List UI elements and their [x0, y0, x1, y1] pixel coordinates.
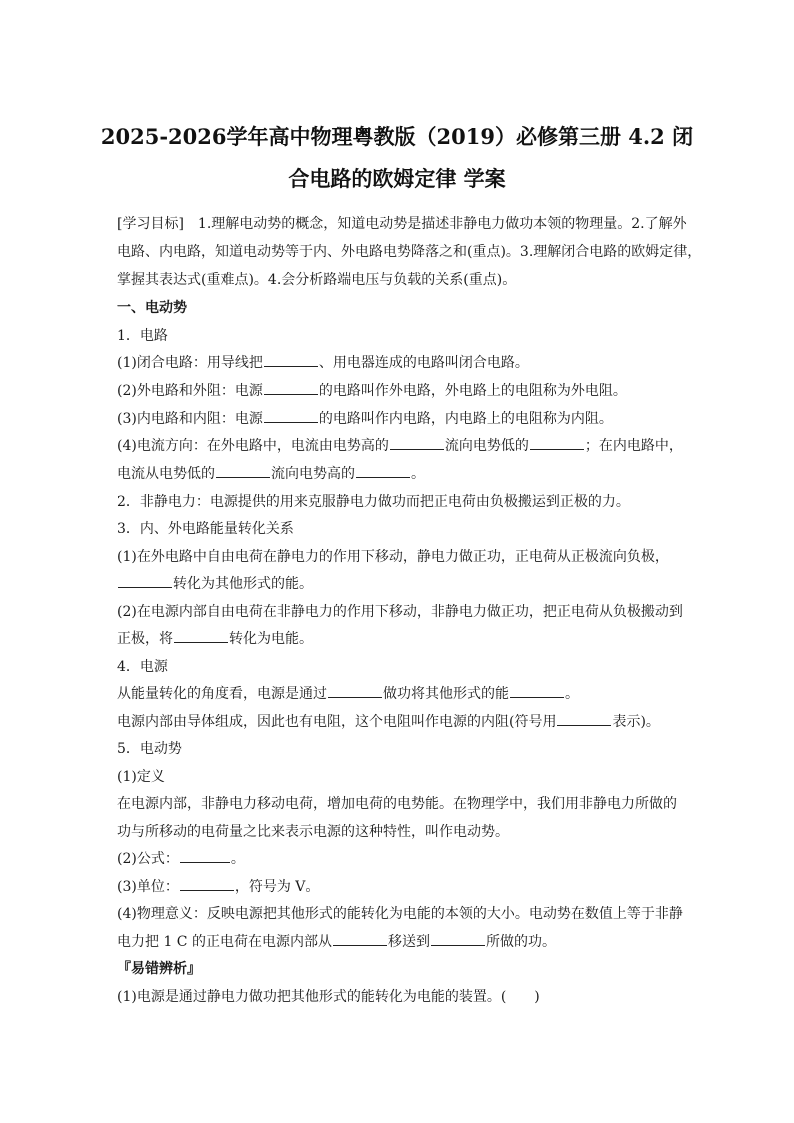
fill-blank: [510, 683, 564, 698]
energy-line-1: (1)在外电路中自由电荷在静电力的作用下移动，静电力做正功，正电荷从正极流向负极，: [117, 549, 669, 565]
fill-blank: [328, 683, 382, 698]
pitfall-question-1: (1)电源是通过静电力做功把其他形式的能转化为电能的装置。( ): [117, 989, 540, 1005]
definition-heading: (1)定义: [117, 769, 165, 785]
fill-blank: [557, 711, 611, 726]
source-line-1: 从能量转化的角度看，电源是通过 做功将其他形式的能 。: [117, 683, 579, 703]
fill-blank: [180, 876, 234, 891]
pitfall-heading: 『易错辨析』: [117, 961, 201, 977]
current-direction-line-1: (4)电流方向：在外电路中，电流由电势高的 流向电势低的 ；在内电路中，: [117, 435, 683, 455]
objectives-line-3: 掌握其表达式(重难点)。4.会分析路端电压与负载的关系(重点)。: [117, 272, 517, 288]
energy-line-4: 正极，将 转化为电能。: [117, 628, 313, 648]
item-heading-source: 4．电源: [117, 659, 168, 675]
fill-blank: [356, 463, 410, 478]
external-circuit-line: (2)外电路和外阻：电源 的电路叫作外电路，外电路上的电阻称为外电阻。: [117, 380, 627, 400]
fill-blank: [180, 848, 230, 863]
energy-line-3: (2)在电源内部自由电荷在非静电力的作用下移动，非静电力做正功，把正电荷从负极搬动到: [117, 604, 683, 620]
section-heading-emf: 一、电动势: [117, 300, 187, 316]
current-direction-line-2: 电流从电势低的 流向电势高的 。: [117, 463, 425, 483]
fill-blank: [216, 463, 270, 478]
doc-title-line-2: 合电路的欧姆定律 学案: [288, 166, 506, 191]
fill-blank: [264, 408, 318, 423]
objectives-line-1: [学习目标] 1.理解电动势的概念，知道电动势是描述非静电力做功本领的物理量。2.了解外: [117, 216, 687, 232]
fill-blank: [390, 435, 444, 450]
formula-line: (2)公式： 。: [117, 848, 245, 868]
fill-blank: [118, 573, 172, 588]
fill-blank: [264, 380, 318, 395]
internal-circuit-line: (3)内电路和内阻：电源 的电路叫作内电路，内电路上的电阻称为内阻。: [117, 408, 613, 428]
energy-line-2: 转化为其他形式的能。: [117, 573, 313, 593]
meaning-line-1: (4)物理意义：反映电源把其他形式的能转化为电能的本领的大小。电动势在数值上等于非静: [117, 906, 683, 922]
fill-blank: [530, 435, 584, 450]
definition-line-2: 功与所移动的电荷量之比来表示电源的这种特性，叫作电动势。: [117, 824, 509, 840]
item-heading-emf: 5．电动势: [117, 741, 182, 757]
doc-title-line-1: 2025-2026学年高中物理粤教版（2019）必修第三册 4.2 闭: [100, 124, 694, 149]
fill-blank: [431, 931, 485, 946]
meaning-line-2: 电力把 1 C 的正电荷在电源内部从 移送到 所做的功。: [117, 931, 556, 951]
fill-blank: [264, 352, 318, 367]
fill-blank: [333, 931, 387, 946]
non-electrostatic-force-line: 2．非静电力：电源提供的用来克服静电力做功而把正电荷由负极搬运到正极的力。: [117, 494, 630, 510]
item-heading-circuit: 1．电路: [117, 328, 168, 344]
closed-circuit-line: (1)闭合电路：用导线把 、用电器连成的电路叫闭合电路。: [117, 352, 529, 372]
item-heading-energy: 3．内、外电路能量转化关系: [117, 521, 294, 537]
objectives-line-2: 电路、内电路，知道电动势等于内、外电路电势降落之和(重点)。3.理解闭合电路的欧姆定律，: [117, 244, 702, 260]
unit-line: (3)单位： ，符号为 V。: [117, 876, 319, 896]
source-line-2: 电源内部由导体组成，因此也有电阻，这个电阻叫作电源的内阻(符号用 表示)。: [117, 711, 660, 731]
fill-blank: [174, 628, 228, 643]
definition-line-1: 在电源内部，非静电力移动电荷，增加电荷的电势能。在物理学中，我们用非静电力所做的: [117, 796, 677, 812]
